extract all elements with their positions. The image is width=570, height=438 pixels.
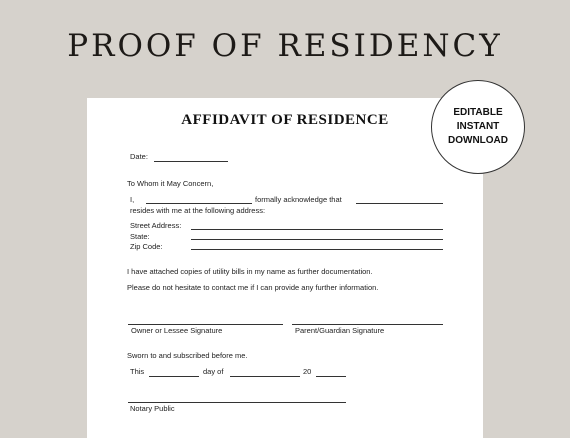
notary-signature-field[interactable] (128, 402, 346, 403)
badge-line-instant: INSTANT (456, 121, 500, 132)
acknowledge-text: formally acknowledge that (255, 195, 342, 204)
badge-line-editable: EDITABLE (453, 107, 503, 118)
day-of-label: day of (203, 367, 224, 376)
street-address-field[interactable] (191, 229, 443, 230)
editable-badge (431, 80, 525, 174)
utility-bills-text: I have attached copies of utility bills in my name as further documentation. (127, 267, 373, 276)
this-label: This (130, 367, 145, 376)
year-field[interactable] (316, 376, 346, 377)
guardian-signature-label: Parent/Guardian Signature (295, 326, 385, 335)
zip-code-label: Zip Code: (130, 242, 163, 251)
notary-public-label: Notary Public (130, 404, 175, 413)
banner-title: PROOF OF RESIDENCY (67, 28, 503, 64)
day-field[interactable] (149, 376, 199, 377)
street-address-label: Street Address: (130, 221, 182, 230)
state-field[interactable] (191, 239, 443, 240)
year-prefix: 20 (303, 367, 312, 376)
guardian-signature-field[interactable] (292, 324, 443, 325)
owner-signature-field[interactable] (128, 324, 283, 325)
resides-text: resides with me at the following address: (130, 206, 266, 215)
document-title: AFFIDAVIT OF RESIDENCE (181, 112, 389, 128)
badge-line-download: DOWNLOAD (448, 135, 508, 146)
date-field[interactable] (154, 161, 228, 162)
contact-text: Please do not hesitate to contact me if I can provide any further information. (127, 283, 379, 292)
state-label: State: (130, 232, 150, 241)
i-label: I, (130, 195, 135, 204)
month-field[interactable] (230, 376, 300, 377)
document-page (87, 98, 483, 438)
salutation: To Whom it May Concern, (127, 179, 214, 188)
resident-name-field[interactable] (356, 203, 443, 204)
owner-signature-label: Owner or Lessee Signature (131, 326, 223, 335)
sworn-text: Sworn to and subscribed before me. (127, 351, 248, 360)
zip-code-field[interactable] (191, 249, 443, 250)
declarant-name-field[interactable] (146, 203, 252, 204)
date-label: Date: (130, 152, 148, 161)
